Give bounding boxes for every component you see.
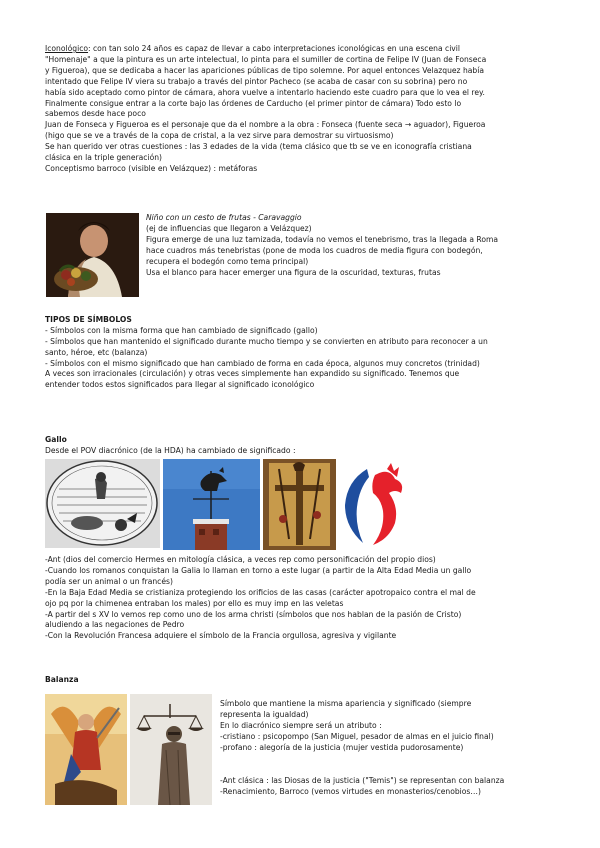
gallo-line: ojo pq por la chimenea entraban los males) por ello es muy imp en las veletas bbox=[45, 598, 344, 608]
san-miguel-image bbox=[45, 694, 127, 805]
balanza-text-2 bbox=[220, 776, 570, 798]
tipos-paragraph bbox=[45, 369, 565, 391]
gallo-line: -Ant (dios del comercio Hermes en mitología clásica, a veces rep como personificación del propio dios) bbox=[45, 555, 436, 564]
caravaggio-line: Figura emerge de una luz tamizada, todavía no vemos el tenebrismo, tras la llegada a Roma bbox=[146, 234, 499, 244]
gallo-intro: Desde el POV diacrónico (de la HDA) ha cambiado de significado : bbox=[45, 445, 296, 455]
tipos-section bbox=[45, 315, 565, 370]
arma-christi-image bbox=[263, 459, 336, 550]
gallo-line: podía ser un animal o un francés) bbox=[45, 576, 173, 586]
gallo-line: -A partir del s XV lo vemos rep como uno de los arma christi (símbolos que nos hablan de la pasión de Cristo) bbox=[45, 609, 462, 619]
caravaggio-title: Niño con un cesto de frutas - Caravaggio bbox=[146, 213, 302, 222]
gallo-list bbox=[45, 555, 565, 642]
intro-line: Finalmente consigue entrar a la corte bajo las órdenes de Carducho (el primer pintor de cámara) Todo esto lo bbox=[45, 98, 462, 108]
tipos-line: - Símbolos con la misma forma que han cambiado de significado (gallo) bbox=[45, 325, 318, 335]
gallo-heading: Gallo bbox=[45, 435, 67, 444]
justicia-statue-image bbox=[130, 694, 212, 805]
french-rooster-logo-image bbox=[339, 459, 407, 548]
intro-line: y Figueroa), que se dedicaba a hacer las apariciones públicas de tipo solemne. Por aquel entonces Velazquez había bbox=[45, 65, 485, 75]
intro-section bbox=[45, 44, 565, 175]
caravaggio-painting-image bbox=[46, 213, 139, 297]
caravaggio-line: (ej de influencias que llegaron a Velázquez) bbox=[146, 223, 312, 233]
gallo-section bbox=[45, 435, 565, 457]
intro-line: (higo que se ve a través de la copa de cristal, a la vez sirve para demostrar su virtuosismo) bbox=[45, 131, 394, 141]
iconologico-term: Iconológico bbox=[45, 44, 89, 53]
tipos-line: - Símbolos que han mantenido el significado durante mucho tiempo y se convierten en atributo para reconocer a un bbox=[45, 336, 488, 346]
intro-line: sabemos desde hace poco bbox=[45, 109, 146, 119]
weathervane-image bbox=[163, 459, 260, 550]
caravaggio-section bbox=[146, 213, 566, 278]
gallo-line: aludiendo a las negaciones de Pedro bbox=[45, 620, 185, 630]
gallo-line: -Cuando los romanos conquistan la Galia lo llaman en torno a este lugar (a partir de la Alta Edad Media un gallo bbox=[45, 565, 472, 575]
balanza-line: -Ant clásica : las Diosas de la justicia ("Temis") se representan con balanza bbox=[220, 776, 505, 785]
intro-line: Iconológico: con tan solo 24 años es capaz de llevar a cabo interpretaciones iconológicas en una escena civil bbox=[45, 44, 461, 53]
tipos-heading: TIPOS DE SÍMBOLOS bbox=[45, 315, 132, 324]
intro-line: intentado que Felipe IV viera su trabajo a través del pintor Pacheco (se acaba de casar con su sobrina) pero no bbox=[45, 76, 468, 86]
intro-line: clásica en la triple generación) bbox=[45, 153, 163, 163]
balanza-line: -Renacimiento, Barroco (vemos virtudes en monasterios/cenobios…) bbox=[220, 786, 481, 796]
hermes-engraving-image bbox=[45, 459, 160, 548]
intro-line: Conceptismo barroco (visible en Velázquez) : metáforas bbox=[45, 163, 258, 173]
balanza-section bbox=[45, 675, 565, 686]
tipos-line: - Símbolos con el mismo significado que han cambiado de forma en cada época, algunos muy concretos (trinidad) bbox=[45, 358, 480, 368]
balanza-text bbox=[220, 699, 570, 754]
tipos-line: santo, héroe, etc (balanza) bbox=[45, 347, 148, 357]
caravaggio-line: hace cuadros más tenebristas (pone de moda los cuadros de media figura con bodegón, bbox=[146, 245, 483, 255]
balanza-line: representa la igualdad) bbox=[220, 709, 309, 719]
gallo-line: -Con la Revolución Francesa adquiere el símbolo de la Francia orgullosa, agresiva y vigilante bbox=[45, 631, 397, 641]
intro-line: Juan de Fonseca y Figueroa es el personaje que da el nombre a la obra : Fonseca (fuente seca → aguador), Figueroa bbox=[45, 120, 486, 130]
gallo-line: -En la Baja Edad Media se cristianiza protegiendo los orificios de las casas (carácter apotropaico contra el mal de bbox=[45, 587, 476, 597]
balanza-heading: Balanza bbox=[45, 675, 79, 684]
caravaggio-line: recupera el bodegón como tema principal) bbox=[146, 256, 309, 266]
caravaggio-line: Usa el blanco para hacer emerger una figura de la oscuridad, texturas, frutas bbox=[146, 267, 441, 277]
balanza-line: Símbolo que mantiene la misma apariencia y significado (siempre bbox=[220, 699, 472, 708]
intro-line: había sido aceptado como pintor de cámara, ahora vuelve a intentarlo haciendo este cuadro para que lo vea el rey. bbox=[45, 87, 485, 97]
balanza-line: -profano : alegoría de la justicia (mujer vestida pudorosamente) bbox=[220, 742, 464, 752]
balanza-line: -cristiano : psicopompo (San Miguel, pesador de almas en el juicio final) bbox=[220, 731, 494, 741]
intro-line: "Homenaje" a que la pintura es un arte intelectual, lo pinta para el sumiller de cortina de Felipe IV (Juan de Fonseca bbox=[45, 54, 487, 64]
tipos-para-line: A veces son irracionales (circulación) y otras veces simplemente han expandido su significado. Tenemos que bbox=[45, 369, 460, 378]
intro-line: Se han querido ver otras cuestiones : las 3 edades de la vida (tema clásico que tb se ve en iconografía cristiana bbox=[45, 142, 472, 152]
tipos-para-line: entender todos estos significados para llegar al significado iconológico bbox=[45, 379, 315, 389]
balanza-line: En lo diacrónico siempre será un atributo : bbox=[220, 720, 382, 730]
